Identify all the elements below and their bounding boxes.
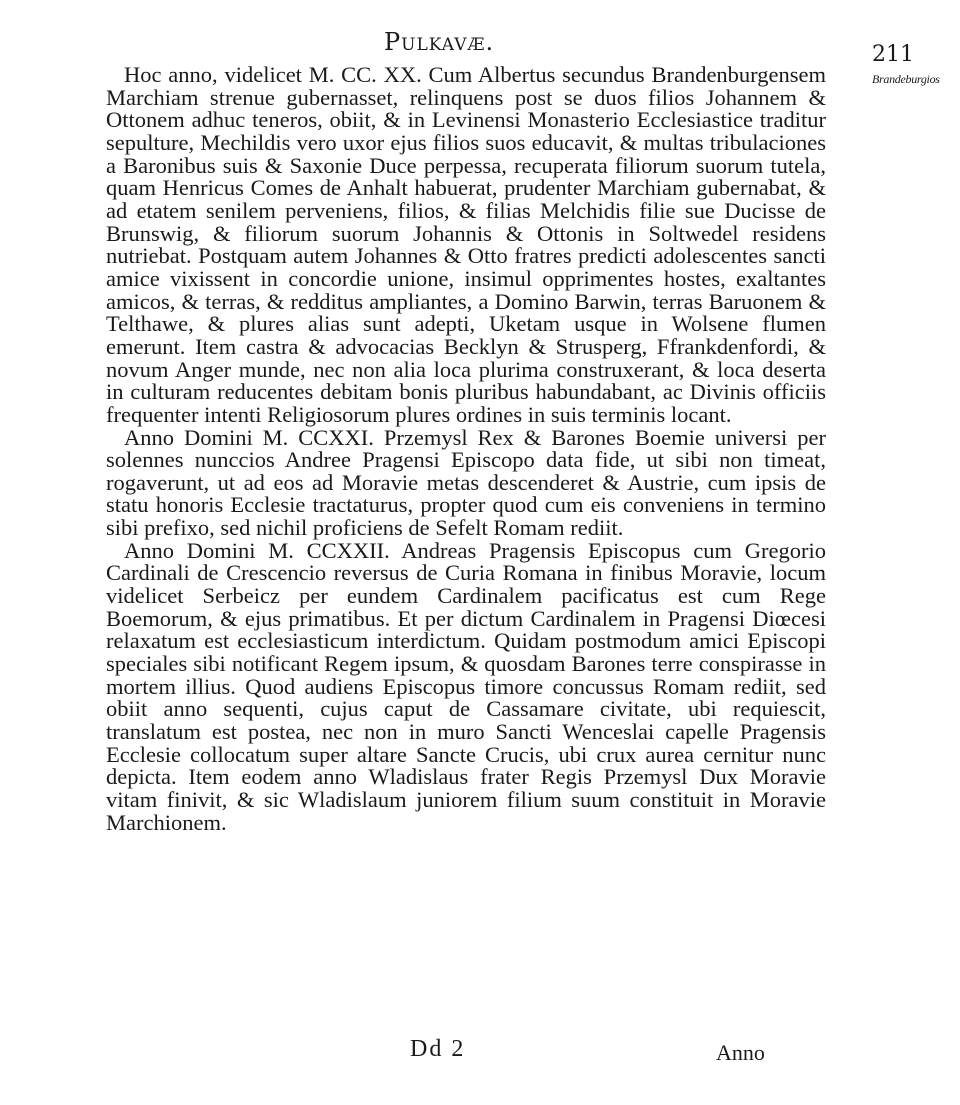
- catchword: Anno: [716, 1040, 765, 1065]
- signature-mark: Dd 2: [410, 1036, 466, 1062]
- body-text: [106, 64, 826, 834]
- running-title: Pulkavæ.: [384, 28, 495, 56]
- paragraph-2: Anno Domini M. CCXXI. Przemysl Rex & Barones Boemie universi per solennes nunccios Andree Pragensi Episcopo data fide, ut sibi non timeat, rogaverunt, ut ad eos ad Moravie metas descenderet & Austrie, cum ipsis de statu honoris Ecclesie tractaturus, propter quod cum eis conveniens in termino sibi prefixo, sed nichil proficiens de Sefelt Romam rediit.: [106, 424, 826, 541]
- marginal-note: Brandeburgios: [872, 72, 940, 86]
- page-footer: [0, 1036, 960, 1076]
- page-number: 211: [872, 42, 914, 67]
- paragraph-3: Anno Domini M. CCXXII. Andreas Pragensis Episcopus cum Gregorio Cardinali de Crescencio reversus de Curia Romana in finibus Moravie, locum videlicet Serbeicz per eundem Cardinalem pacificatus est cum Rege Boemorum, & ejus primatibus. Et per dictum Cardinalem in Pragensi Diœcesi relaxatum est ecclesiasticum interdictum. Quidam postmodum amici Episcopi speciales sibi notificant Regem ipsum, & quosdam Barones terre conspirasse in mortem illius. Quod audiens Episcopus timore concussus Romam rediit, sed obiit anno sequenti, cujus caput de Cassamare civitate, ubi requiescit, translatum est postea, nec non in muro Sancti Wenceslai capelle Pragensis Ecclesie collocatum super altare Sancte Crucis, ubi crux aurea cernitur nunc depicta. Item eodem anno Wladislaus frater Regis Przemysl Dux Moravie vitam finivit, & sic Wladislaum juniorem filium suum constituit in Moravie Marchionem.: [106, 537, 826, 835]
- paragraph-1: Hoc anno, videlicet M. CC. XX. Cum Albertus secundus Brandenburgensem Marchiam strenue gubernasset, relinquens post se duos filios Johannem & Ottonem adhuc teneros, obiit, & in Levinensi Monasterio Ecclesiastice traditur sepulture, Mechildis vero uxor ejus filios suos educavit, & multas tribulaciones a Baronibus suis & Saxonie Duce perpessa, recuperata filiorum suorum tutela, quam Henricus Comes de Anhalt habuerat, prudenter Marchiam gubernabat, & ad etatem senilem perveniens, filios, & filias Melchidis filie sue Ducisse de Brunswig, & filiorum suorum Johannis & Ottonis in Soltwedel residens nutriebat. Postquam autem Johannes & Otto fratres predicti adolescentes sancti amice vixissent in concordie unione, insimul opprimentes hostes, exaltantes amicos, & terras, & redditus ampliantes, a Domino Barwin, terras Baruonem & Telthawe, & plures alias sunt adepti, Uketam usque in Wolsene flumen emerunt. Item castra & advocacias Becklyn & Strusperg, Ffrankdenfordi, & novum Anger munde, nec non alia loca plurima construxerant, & loca deserta in culturam reducentes debitam bonis pluribus habundabant, ac Divinis officiis frequenter intenti Religiosorum plures ordines in suis terminis locant.: [106, 62, 826, 427]
